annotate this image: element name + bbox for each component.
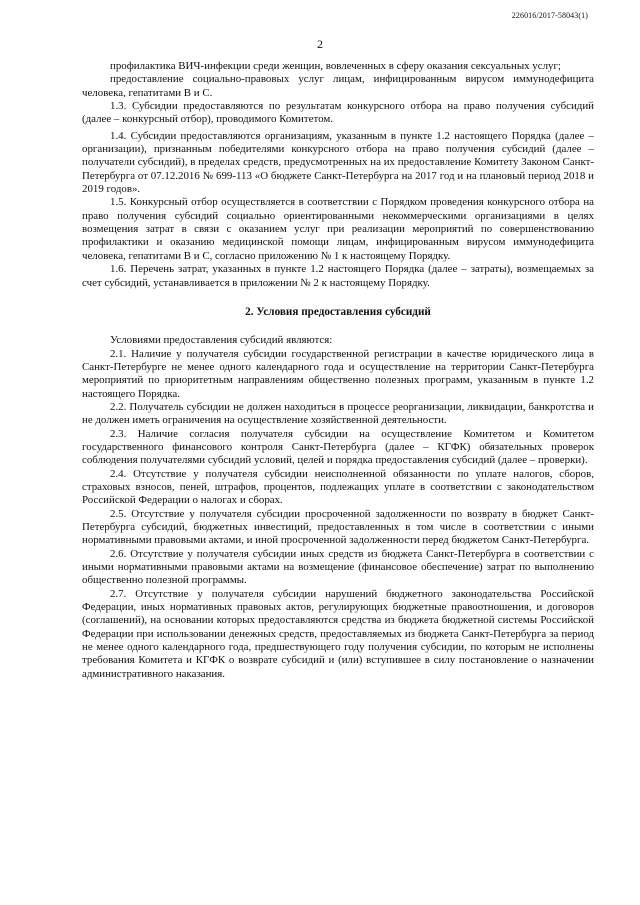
section-title: 2. Условия предоставления субсидий (245, 305, 431, 318)
paragraph: предоставление социально-правовых услуг лицам, инфицированным вирусом иммунодефицита человека, гепатитами В и С. (82, 73, 594, 99)
paragraph: 2.7. Отсутствие у получателя субсидии нарушений бюджетного законодательства Российской Федерации, иных нормативных правовых актов, регулирующих бюджетные правоотношения, и договоров (соглашений), на основании которых предоставляются средства из бюджета бюджетной системы Российской Федерации при использовании денежных средств, предоставляемых из бюджета Санкт-Петербурга за период не менее одного календарного года, предшествующего году получения субсидии, по которым не исполнены требования Комитета и КГФК о возврате субсидий и (или) вступившее в силу постановление о назначении административного наказания. (82, 587, 594, 680)
paragraph: 2.2. Получатель субсидии не должен находиться в процессе реорганизации, ликвидации, банкротства и не должен иметь ограничения на осуществление хозяйственной деятельности. (82, 400, 594, 427)
paragraph: профилактика ВИЧ-инфекции среди женщин, вовлеченных в сферу оказания сексуальных услуг; (110, 60, 561, 72)
paragraph: 2.1. Наличие у получателя субсидии государственной регистрации в качестве юридического лица в Санкт-Петербурге не менее одного календарного года и осуществление на территории Санкт-Петербурга мероприятий по приоритетным направлениям общественно полезных программ, указанным в пункте 1.2 настоящего Порядка. (82, 347, 594, 400)
paragraph: 1.4. Субсидии предоставляются организациям, указанным в пункте 1.2 настоящего Порядка (далее – организации), признанным победителями конкурсного отбора на право получения субсидий (далее – получатели субсидий), в пределах средств, предусмотренных на их предоставление Комитету Законом Санкт-Петербурга от 07.12.2016 № 699-113 «О бюджете Санкт-Петербурга на 2017 год и на плановый период 2018 и 2019 годов». (82, 129, 594, 196)
paragraph: 1.6. Перечень затрат, указанных в пункте 1.2 настоящего Порядка (далее – затраты), возмещаемых за счет субсидий, устанавливается в приложении № 2 к настоящему Порядку. (82, 263, 594, 289)
paragraph: 2.5. Отсутствие у получателя субсидии просроченной задолженности по возврату в бюджет Санкт-Петербурга субсидий, бюджетных инвестиций, предоставленных в том числе в соответствии с иными нормативными правовыми актами, и иной просроченной задолженности перед бюджетом Санкт-Петербурга. (82, 507, 594, 547)
paragraph: 2.3. Наличие согласия получателя субсидии на осуществление Комитетом и Комитетом государственного финансового контроля Санкт-Петербурга (далее – КГФК) обязательных проверок соблюдения получателями субсидий условий, целей и порядка предоставления субсидий (далее – проверки). (82, 427, 594, 467)
paragraph: 2.4. Отсутствие у получателя субсидии неисполненной обязанности по уплате налогов, сборов, страховых взносов, пеней, штрафов, процентов, подлежащих уплате в соответствии с законодательством Российской Федерации о налогах и сборах. (82, 467, 594, 507)
paragraph: 1.3. Субсидии предоставляются по результатам конкурсного отбора на право получения субсидий (далее – конкурсный отбор), проводимого Комитетом. (82, 100, 594, 126)
paragraph: 1.5. Конкурсный отбор осуществляется в соответствии с Порядком проведения конкурсного отбора на право получения субсидий социально ориентированными некоммерческими организациями в целях возмещения затрат в связи с оказанием услуг при реализации мероприятий по совершенствованию профилактики и оказанию медицинской помощи лицам, инфицированным вирусом иммунодефицита человека, гепатитами В и С, согласно приложению № 1 к настоящему Порядку. (82, 196, 594, 262)
document-id: 226016/2017-58043(1) (511, 11, 588, 20)
paragraph: Условиями предоставления субсидий являются: (110, 334, 333, 347)
paragraph: 2.6. Отсутствие у получателя субсидии иных средств из бюджета Санкт-Петербурга в соответствии с иными нормативными правовыми актами на возмещение (финансовое обеспечение) затрат по выполнению общественно полезной программы. (82, 547, 594, 587)
document-body (82, 60, 594, 681)
page-number: 2 (317, 37, 323, 51)
